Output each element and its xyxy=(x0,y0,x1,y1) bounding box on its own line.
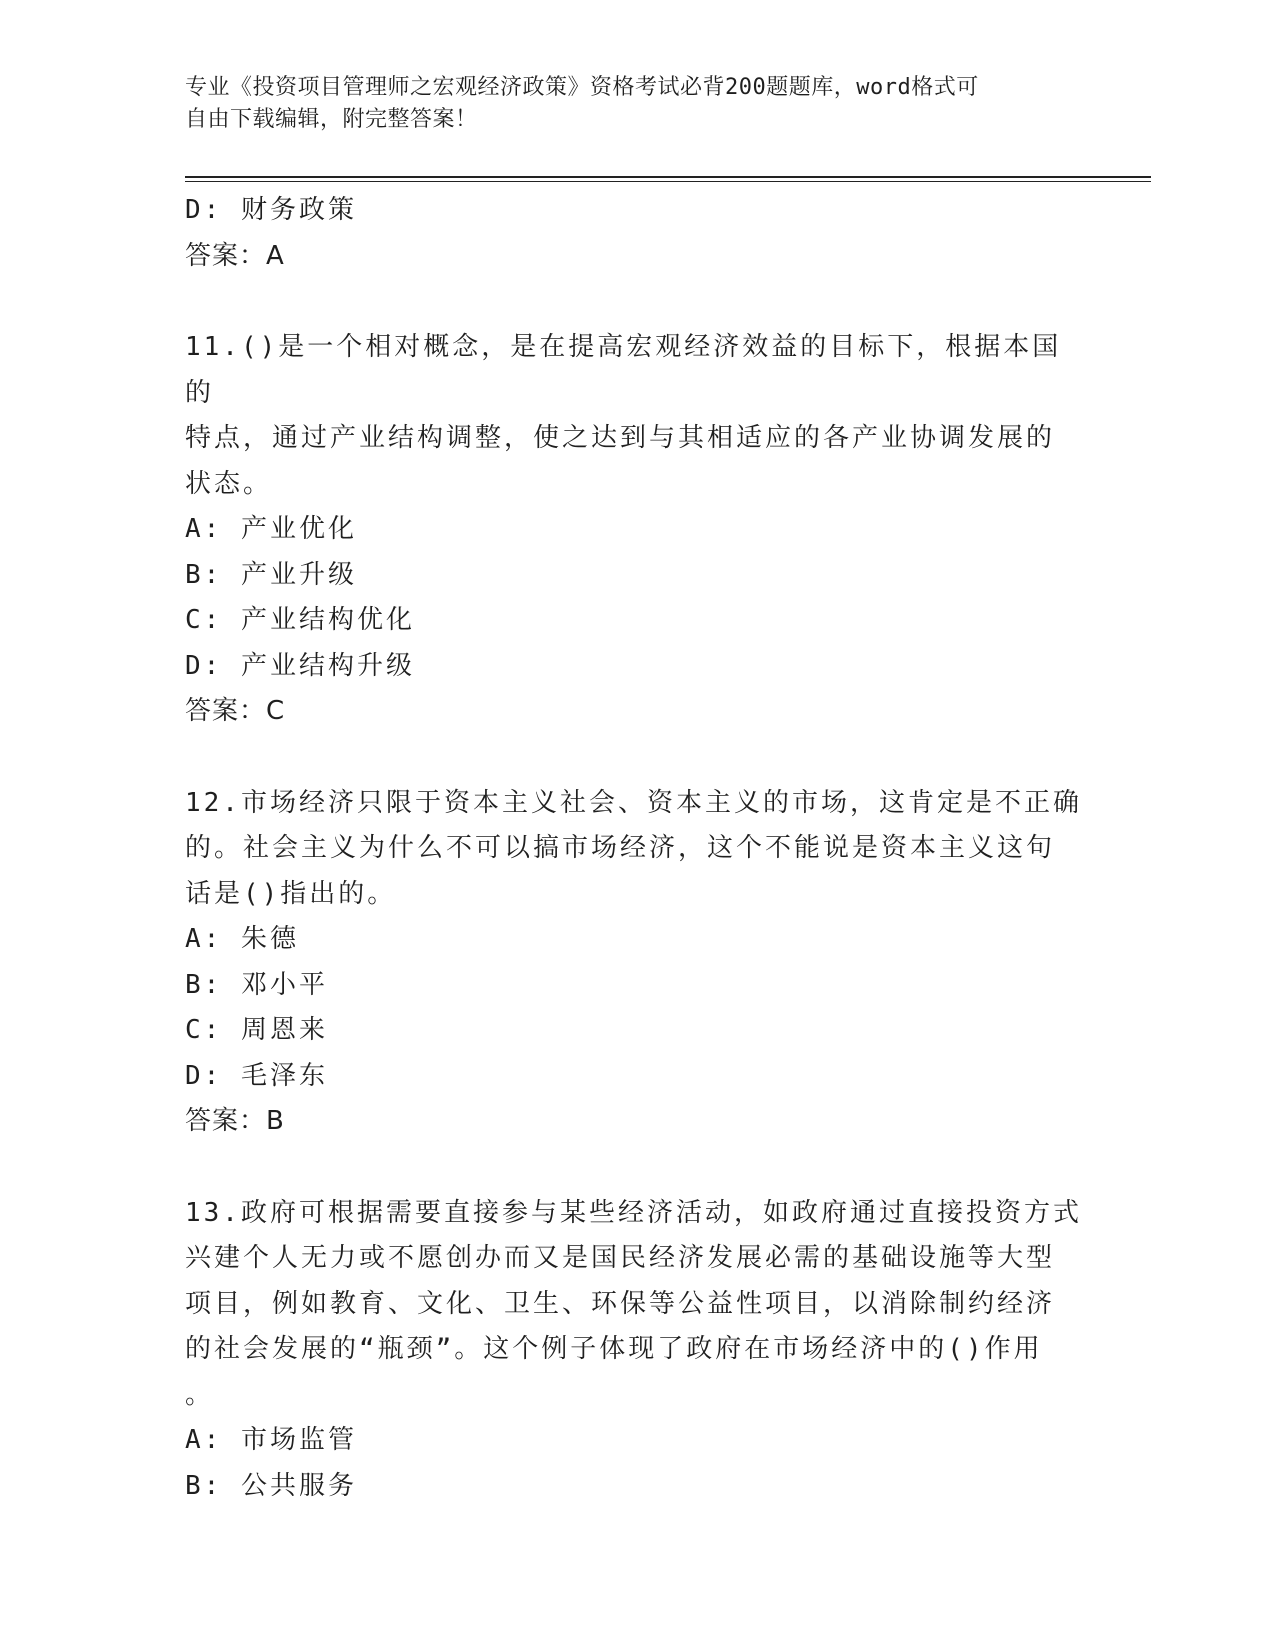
question-12-answer: 答案：B xyxy=(185,1106,285,1136)
question-13-stem-line-5: 。 xyxy=(185,1379,215,1410)
question-11-answer: 答案：C xyxy=(185,696,286,726)
question-11-option-d: D: 产业结构升级 xyxy=(185,650,415,681)
page-header xyxy=(185,72,1085,136)
spacer xyxy=(185,735,1085,781)
question-11-option-b: B: 产业升级 xyxy=(185,559,357,590)
question-11-option-c: C: 产业结构优化 xyxy=(185,605,415,635)
question-11-stem-line-2: 特点，通过产业结构调整，使之达到与其相适应的各产业协调发展的 xyxy=(185,423,1056,453)
question-13-option-a: A: 市场监管 xyxy=(185,1425,357,1455)
question-12-option-a: A: 朱德 xyxy=(185,924,299,954)
header-title-line-1: 专业《投资项目管理师之宏观经济政策》资格考试必背200题题库，word格式可 xyxy=(185,75,979,100)
question-11-stem-line-1: 11.()是一个相对概念，是在提高宏观经济效益的目标下，根据本国的 xyxy=(185,332,1062,408)
question-13-stem-line-4: 的社会发展的“瓶颈”。这个例子体现了政府在市场经济中的()作用 xyxy=(185,1334,1043,1364)
header-rule-thin xyxy=(185,181,1151,182)
question-13-stem-line-2: 兴建个人无力或不愿创办而又是国民经济发展必需的基础设施等大型 xyxy=(185,1243,1056,1273)
question-11-stem-line-3: 状态。 xyxy=(185,468,273,499)
question-13-stem-line-1: 13.政府可根据需要直接参与某些经济活动，如政府通过直接投资方式 xyxy=(185,1197,1082,1228)
question-12-stem-line-3: 话是()指出的。 xyxy=(185,878,397,909)
question-12-stem xyxy=(185,781,1085,918)
question-12-stem-line-2: 的。社会主义为什么不可以搞市场经济，这个不能说是资本主义这句 xyxy=(185,833,1056,863)
prev-option-d: D: 财务政策 xyxy=(185,195,357,225)
question-body xyxy=(185,188,1085,1509)
question-13-option-b: B: 公共服务 xyxy=(185,1470,357,1501)
question-12-option-d: D: 毛泽东 xyxy=(185,1060,328,1091)
header-title-line-2: 自由下载编辑，附完整答案！ xyxy=(185,107,478,132)
question-13-stem xyxy=(185,1191,1085,1419)
question-11-stem xyxy=(185,325,1085,507)
question-13-stem-line-3: 项目，例如教育、文化、卫生、环保等公益性项目，以消除制约经济 xyxy=(185,1288,1056,1319)
question-12-option-c: C: 周恩来 xyxy=(185,1015,328,1045)
header-rule-thick xyxy=(185,176,1151,178)
question-12-option-b: B: 邓小平 xyxy=(185,969,328,1000)
spacer xyxy=(185,1145,1085,1191)
question-12-stem-line-1: 12.市场经济只限于资本主义社会、资本主义的市场，这肯定是不正确 xyxy=(185,787,1082,818)
prev-answer: 答案：A xyxy=(185,240,285,271)
spacer xyxy=(185,279,1085,325)
question-11-option-a: A: 产业优化 xyxy=(185,514,357,544)
